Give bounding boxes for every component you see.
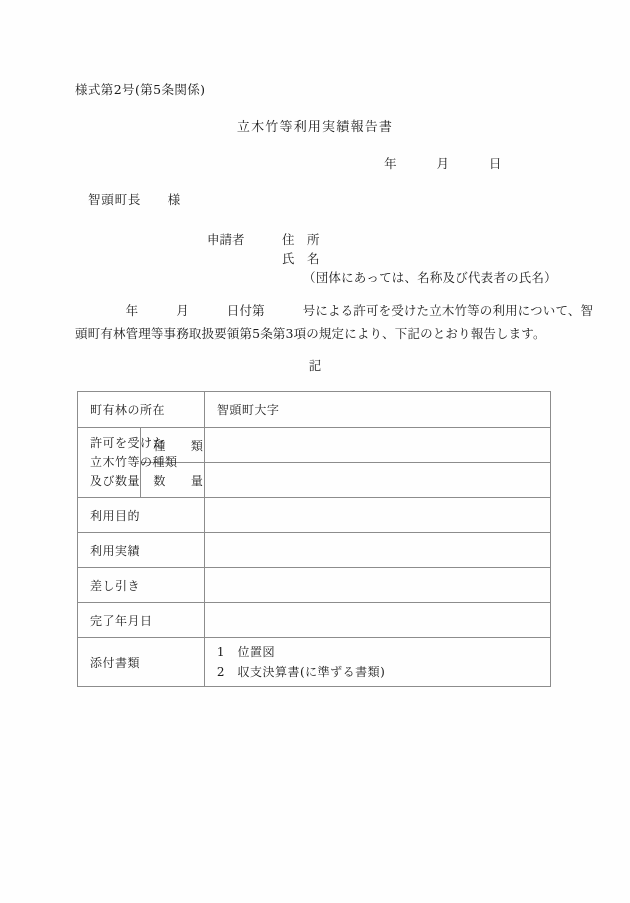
row-label-line-3: 及び数量 <box>90 474 141 488</box>
row-label-purpose: 利用目的 <box>78 498 205 533</box>
row-label-completion-date: 完了年月日 <box>78 603 205 638</box>
table-row <box>78 603 551 638</box>
row-label-balance: 差し引き <box>78 568 205 603</box>
row-value-balance[interactable] <box>204 568 550 603</box>
row-value-purpose[interactable] <box>204 498 550 533</box>
addressee: 智頭町長 様 <box>88 192 182 207</box>
page-title: 立木竹等利用実績報告書 <box>236 120 394 135</box>
row-value-quantity[interactable] <box>204 463 550 498</box>
ki-marker: 記 <box>308 358 322 373</box>
applicant-note: （団体にあっては、名称及び代表者の氏名） <box>303 270 557 285</box>
table-row <box>78 428 551 463</box>
table-row <box>78 638 551 687</box>
table-row <box>78 392 551 428</box>
row-value-kind[interactable] <box>204 428 550 463</box>
report-table <box>77 391 551 687</box>
row-label-results: 利用実績 <box>78 533 205 568</box>
row-label-line-1: 許可を受けた <box>90 436 166 450</box>
table-row <box>78 533 551 568</box>
row-sublabel-quantity: 数 量 <box>141 463 204 498</box>
applicant-name-line: 氏 名 <box>207 251 320 266</box>
row-label-location: 町有林の所在 <box>78 392 205 428</box>
table-row <box>78 498 551 533</box>
attachment-item-2: 2 収支決算書(に準ずる書類) <box>216 665 386 679</box>
row-value-location[interactable]: 智頭町大字 <box>204 392 550 428</box>
row-value-completion-date[interactable] <box>204 603 550 638</box>
row-label-line-2: 立木竹等の種類 <box>90 455 178 469</box>
attachment-item-1: 1 位置図 <box>216 645 275 659</box>
row-label-kind-quantity <box>78 428 178 498</box>
applicant-block <box>207 230 557 287</box>
row-sublabel-kind: 種 類 <box>141 428 204 463</box>
applicant-address-line: 申請者 住 所 <box>207 232 320 247</box>
body-line-1: 年 月 日付第 号による許可を受けた立木竹等の利用について、智 <box>75 303 594 318</box>
body-paragraph <box>75 299 594 345</box>
table-row <box>78 568 551 603</box>
body-line-2: 頭町有林管理等事務取扱要領第5条第3項の規定により、下記のとおり報告します。 <box>75 326 546 341</box>
form-number: 様式第2号(第5条関係) <box>75 82 206 97</box>
row-value-attachments[interactable] <box>204 638 550 687</box>
row-value-results[interactable] <box>204 533 550 568</box>
date-line: 年 月 日 <box>384 156 502 171</box>
row-label-attachments: 添付書類 <box>78 638 205 687</box>
